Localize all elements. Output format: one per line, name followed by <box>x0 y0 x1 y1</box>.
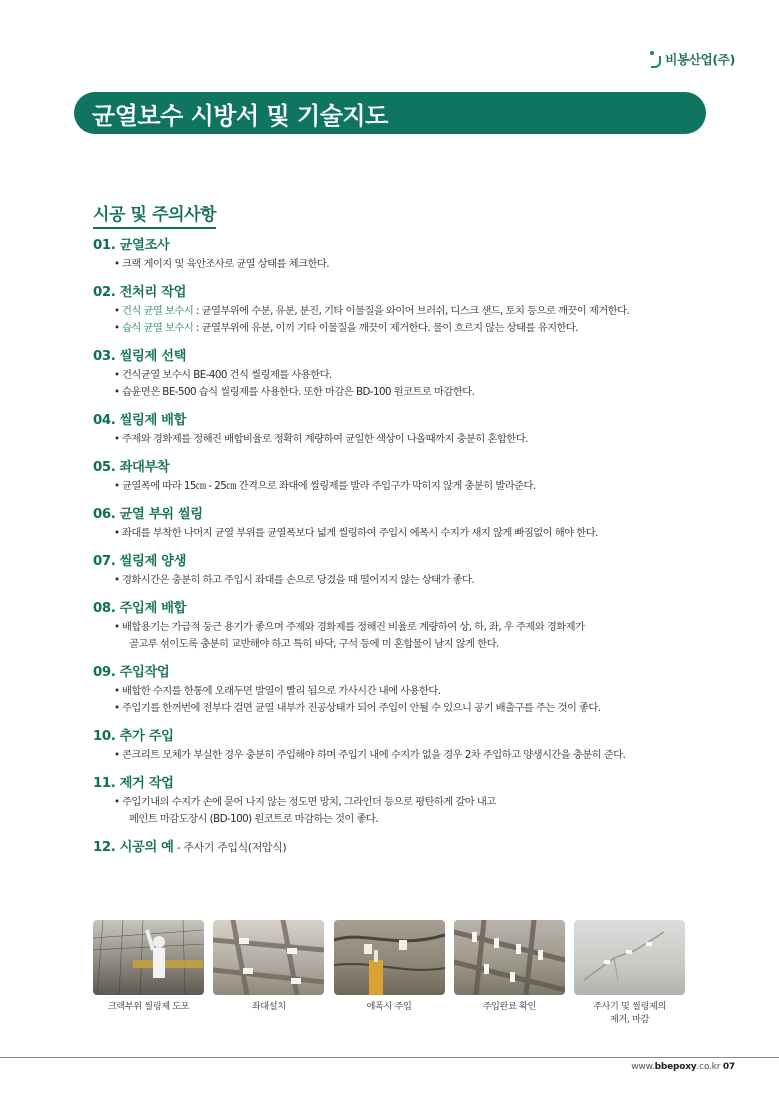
instruction-item <box>93 458 693 495</box>
example-subheading: - 주사기 주입식(저압식) <box>173 841 287 854</box>
item-heading: 07. 씰링제 양생 <box>93 554 187 569</box>
construction-photo <box>93 920 204 995</box>
line-text: 크랙 게이지 및 육안조사로 균열 상태를 체크한다. <box>122 258 329 270</box>
page-number: 07 <box>722 1062 735 1072</box>
line-text: 배합한 수지를 한통에 오래두면 발열이 빨리 됨으로 가사시간 내에 사용한다. <box>122 685 441 697</box>
item-line <box>93 747 693 764</box>
item-line <box>93 256 693 273</box>
instruction-item <box>93 727 693 764</box>
item-line <box>93 683 693 700</box>
item-heading: 03. 씰링제 선택 <box>93 349 187 364</box>
line-label: 습식 균열 보수시 <box>122 322 194 334</box>
item-line <box>93 431 693 448</box>
item-heading: 11. 제거 작업 <box>93 776 174 791</box>
item-line <box>93 367 693 384</box>
line-text: 콘크리트 모체가 부실한 경우 충분히 주입해야 하며 주입기 내에 수지가 없을 경우 2차 주입하고 양생시간을 충분히 준다. <box>122 749 626 761</box>
example-heading <box>93 838 693 858</box>
item-line <box>93 619 693 636</box>
photo-card <box>454 920 565 1026</box>
item-line <box>93 794 693 811</box>
construction-photo <box>454 920 565 995</box>
line-text: 습윤면은 BE-500 습식 씰링제를 사용한다. 또한 마감은 BD-100 원코트로 마감한다. <box>122 386 475 398</box>
line-text: 주입기내의 수지가 손에 묻어 나지 않는 정도면 망치, 그라인더 등으로 평탄하게 갈아 내고 <box>122 796 496 808</box>
company-logo <box>649 50 735 68</box>
line-label: 건식 균열 보수시 <box>122 305 194 317</box>
item-heading: 01. 균열조사 <box>93 238 170 253</box>
instruction-item <box>93 552 693 589</box>
instruction-item <box>93 599 693 653</box>
item-heading: 02. 전처리 작업 <box>93 285 187 300</box>
line-text: : 균열부위에 유분, 이끼 기타 이물질을 깨끗이 제거한다. 물이 흐르지 않는 상태를 유지한다. <box>193 322 579 334</box>
item-heading: 06. 균열 부위 씰링 <box>93 507 203 522</box>
page-title: 균열보수 시방서 및 기술지도 <box>92 101 388 130</box>
example-heading-text: 12. 시공의 예 <box>93 840 174 855</box>
instruction-item <box>93 283 693 337</box>
construction-photo <box>574 920 685 995</box>
item-line <box>93 811 693 828</box>
instruction-item <box>93 236 693 273</box>
photo-caption: 주사기 및 씰링제의 제거, 마감 <box>593 1001 666 1025</box>
line-text: 주제와 경화제를 정해진 배합비율로 정확히 계량하여 균일한 색상이 나올때까지 충분히 혼합한다. <box>122 433 528 445</box>
line-text: 좌대를 부착한 나머지 균열 부위를 균열폭보다 넓게 씰링하여 주입시 에폭시 수지가 새지 않게 빠짐없이 해야 한다. <box>122 527 598 539</box>
line-text: 골고루 섞이도록 충분히 교반해야 하고 특히 바닥, 구석 등에 미 혼합물이 남지 않게 한다. <box>129 638 499 650</box>
instruction-item <box>93 663 693 717</box>
item-line <box>93 303 693 320</box>
item-heading: 04. 씰링제 배합 <box>93 413 187 428</box>
line-text: 주입기를 한꺼번에 전부다 걸면 균열 내부가 진공상태가 되어 주입이 안될 수 있으니 공기 배출구를 주는 것이 좋다. <box>122 702 601 714</box>
instruction-list <box>93 236 693 858</box>
item-line <box>93 384 693 401</box>
footer-url-bold: bbepoxy <box>654 1062 697 1072</box>
line-text: 균열폭에 따라 15㎝ - 25㎝ 간격으로 좌대에 씰링제를 발라 주입구가 막히지 않게 충분히 발라준다. <box>122 480 536 492</box>
footer-divider <box>0 1057 779 1058</box>
item-line <box>93 478 693 495</box>
item-line <box>93 320 693 337</box>
logo-mark-icon <box>649 51 661 67</box>
item-heading: 09. 주입작업 <box>93 665 170 680</box>
item-heading: 05. 좌대부착 <box>93 460 170 475</box>
photo-caption: 크랙부위 씰링제 도포 <box>107 1001 190 1012</box>
photo-card <box>334 920 445 1026</box>
line-text: 배합용기는 가급적 둥근 용기가 좋으며 주제와 경화제를 정해진 비율로 계량하여 상, 하, 좌, 우 주제와 경화제가 <box>122 621 585 633</box>
photo-caption: 에폭시 주입 <box>366 1001 412 1012</box>
photo-card <box>93 920 204 1026</box>
line-text: : 균열부위에 수분, 유분, 분진, 기타 이물질을 와이어 브러쉬, 디스크 샌드, 토치 등으로 깨끗이 제거한다. <box>193 305 630 317</box>
item-line <box>93 572 693 589</box>
section-title: 시공 및 주의사항 <box>93 200 216 229</box>
logo-text: 비봉산업(주) <box>665 52 735 67</box>
footer-url-prefix: www. <box>631 1062 655 1072</box>
photo-caption: 좌대설치 <box>251 1001 286 1012</box>
instruction-item <box>93 411 693 448</box>
photo-card <box>574 920 685 1026</box>
item-heading: 10. 추가 주입 <box>93 729 174 744</box>
line-text: 페인트 마감도장시 (BD-100) 원코트로 마감하는 것이 좋다. <box>129 813 378 825</box>
instruction-item <box>93 505 693 542</box>
instruction-item <box>93 774 693 828</box>
item-line <box>93 700 693 717</box>
photo-gallery <box>93 920 685 1026</box>
construction-photo <box>334 920 445 995</box>
line-text: 경화시간은 충분히 하고 주입시 좌대를 손으로 당겼을 때 떨어지지 않는 상태가 좋다. <box>122 574 475 586</box>
line-text: 건식균열 보수시 BE-400 건식 씰링제를 사용한다. <box>122 369 332 381</box>
footer-url-suffix: .co.kr <box>696 1062 721 1072</box>
item-line <box>93 525 693 542</box>
photo-caption: 주입완료 확인 <box>482 1001 536 1012</box>
title-banner <box>74 92 706 134</box>
footer <box>631 1062 735 1072</box>
construction-photo <box>213 920 324 995</box>
item-heading: 08. 주입제 배합 <box>93 601 187 616</box>
photo-card <box>213 920 324 1026</box>
item-line <box>93 636 693 653</box>
instruction-item <box>93 347 693 401</box>
